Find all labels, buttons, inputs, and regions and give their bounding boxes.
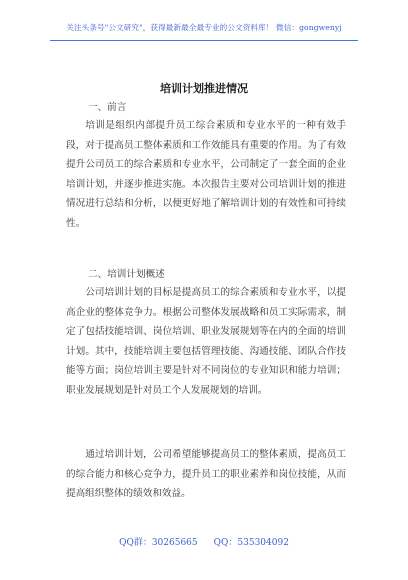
footer-qq-group: QQ群：30265665 — [119, 538, 198, 548]
document-title: 培训计划推进情况 — [160, 82, 248, 95]
footer-contact — [0, 535, 408, 548]
header-promo-note: 关注头条号"公文研究"，获得最新最全最专业的公文资料库！ 微信：gongwenyj — [66, 23, 342, 32]
section-heading-preface: 一、前言 — [88, 102, 127, 113]
paragraph-overview: 公司培训计划的目标是提高员工的综合素质和专业水平，以提高企业的整体竞争力。根据公司整体发展战略和员工实际需求，制定了包括技能培训、岗位培训、职业发展规划等在内的全面的培训计划。其中，技能培训主要包括管理技能、沟通技能、团队合作技能等方面；岗位培训主要是针对不同岗位的专业知识和能力培训；职业发展规划是针对员工个人发展规划的培训。 — [66, 287, 346, 396]
section-heading-overview: 二、培训计划概述 — [88, 269, 165, 280]
footer-qq: QQ：535304092 — [213, 538, 289, 548]
paragraph-preface: 培训是组织内部提升员工综合素质和专业水平的一种有效手段，对于提高员工整体素质和工作效能具有重要的作用。为了有效提升公司员工的综合素质和专业水平，公司制定了一套全面的企业培训计划，并逐步推进实施。本次报告主要对公司培训计划的推进情况进行总结和分析，以便更好地了解培训计划的有效性和可持续性。 — [66, 120, 346, 229]
paragraph-goals: 通过培训计划，公司希望能够提高员工的整体素质，提高员工的综合能力和核心竞争力，提升员工的职业素养和岗位技能，从而提高组织整体的绩效和效益。 — [66, 449, 346, 500]
header-divider — [50, 40, 358, 41]
